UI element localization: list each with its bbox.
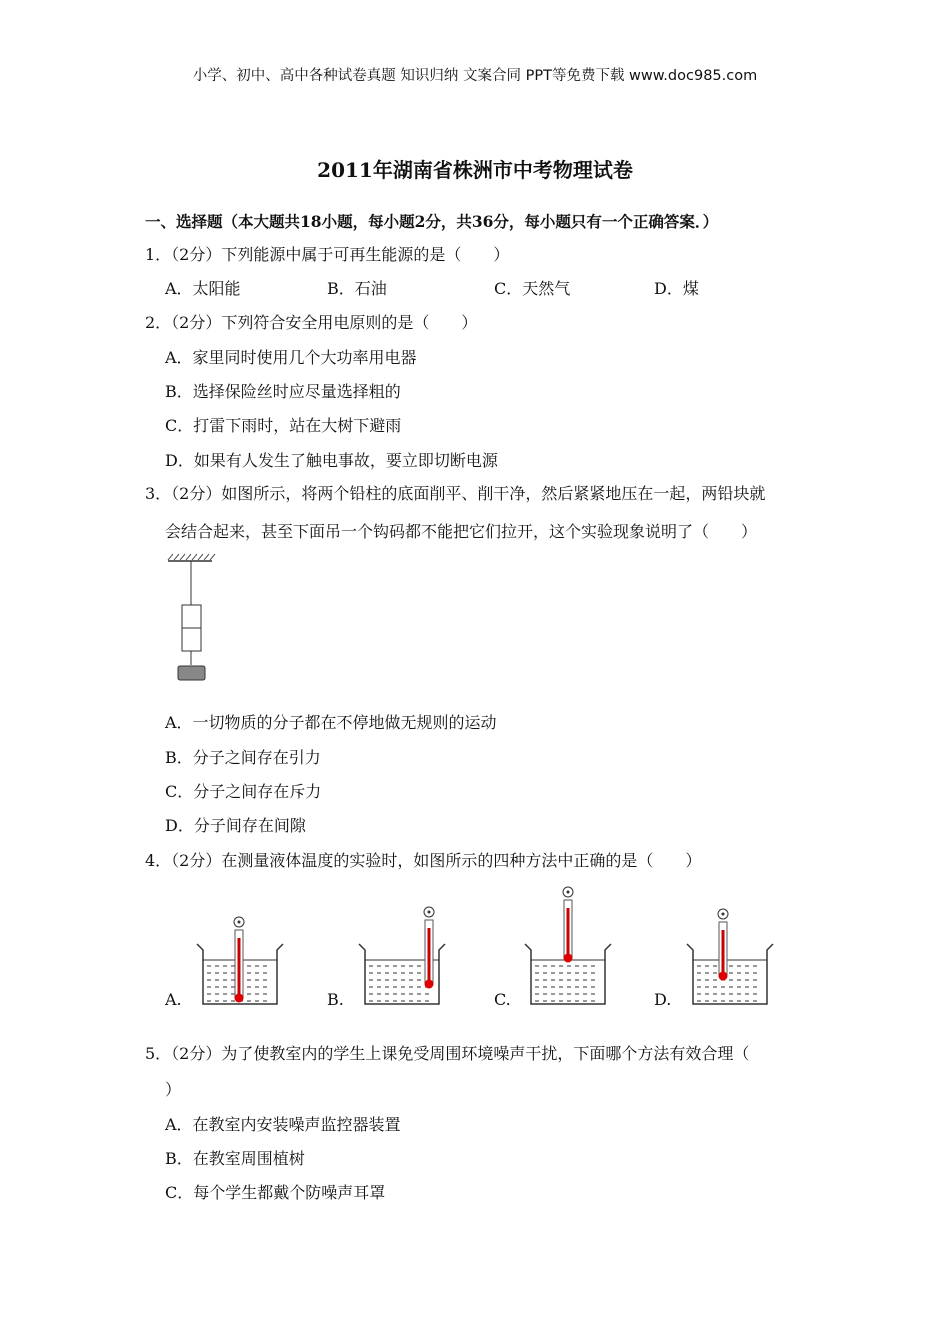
q1-option-a: A．太阳能 (165, 279, 241, 298)
q5-option-c: C．每个学生都戴个防噪声耳罩 (165, 1183, 386, 1202)
beaker-figure-b (347, 886, 457, 1010)
beaker-figure-c (513, 886, 623, 1010)
q3-option-d: D．分子间存在间隙 (165, 816, 306, 835)
q2-option-d: D．如果有人发生了触电事故，要立即切断电源 (165, 451, 498, 470)
q5-option-b: B．在教室周围植树 (165, 1149, 305, 1168)
question-3: 3．（2分）如图所示，将两个铅柱的底面削平、削干净，然后紧紧地压在一起，两铅块就 (145, 484, 766, 503)
lead-cylinder-figure (160, 553, 230, 691)
q2-option-b: B．选择保险丝时应尽量选择粗的 (165, 382, 401, 401)
q4-label-a: A. (165, 990, 182, 1009)
beaker-figure-d (675, 886, 785, 1010)
question-1: 1．（2分）下列能源中属于可再生能源的是（ ） (145, 245, 510, 264)
q3-option-a: A．一切物质的分子都在不停地做无规则的运动 (165, 713, 497, 732)
q4-label-b: B. (327, 990, 344, 1009)
q3-option-c: C．分子之间存在斥力 (165, 782, 322, 801)
section-heading: 一、选择题（本大题共18小题，每小题2分，共36分，每小题只有一个正确答案．） (145, 212, 719, 231)
question-5-cont: ） (165, 1080, 182, 1099)
q3-option-b: B．分子之间存在引力 (165, 748, 321, 767)
question-4: 4．（2分）在测量液体温度的实验时，如图所示的四种方法中正确的是（ ） (145, 851, 702, 870)
q2-option-a: A．家里同时使用几个大功率用电器 (165, 348, 417, 367)
q1-option-b: B．石油 (327, 279, 387, 298)
question-5: 5．（2分）为了使教室内的学生上课免受周围环境噪声干扰，下面哪个方法有效合理（ (145, 1044, 750, 1063)
q5-option-a: A．在教室内安装噪声监控器装置 (165, 1115, 401, 1134)
question-2: 2．（2分）下列符合安全用电原则的是（ ） (145, 313, 478, 332)
q4-label-d: D. (654, 990, 672, 1009)
q1-option-c: C．天然气 (494, 279, 571, 298)
beaker-figure-a (185, 886, 295, 1010)
q1-option-d: D．煤 (654, 279, 699, 298)
q4-label-c: C. (494, 990, 511, 1009)
page-header: 小学、初中、高中各种试卷真题 知识归纳 文案合同 PPT等免费下载 www.doc985.com (192, 68, 758, 84)
page-title: 2011年湖南省株洲市中考物理试卷 (317, 158, 633, 182)
q2-option-c: C．打雷下雨时，站在大树下避雨 (165, 416, 402, 435)
question-3-cont: 会结合起来，甚至下面吊一个钩码都不能把它们拉开，这个实验现象说明了（ ） (165, 522, 758, 541)
